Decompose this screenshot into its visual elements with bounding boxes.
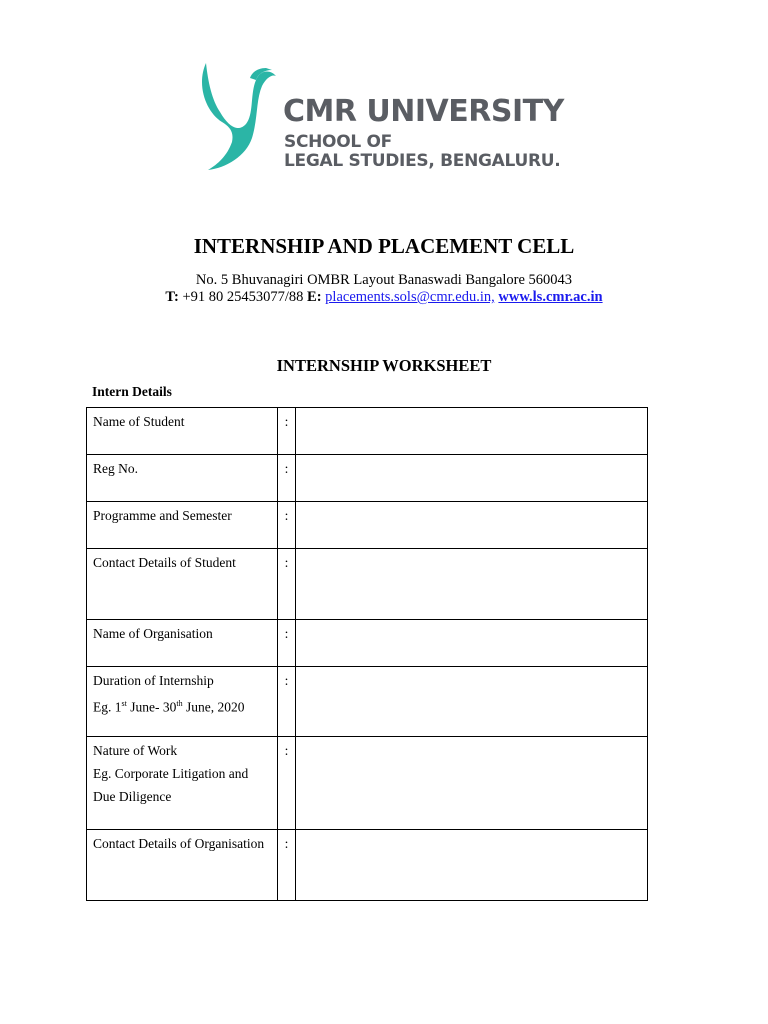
- row-label: Name of Student: [87, 408, 278, 455]
- reg-no-field[interactable]: [296, 455, 648, 502]
- colon: :: [278, 502, 296, 549]
- address: No. 5 Bhuvanagiri OMBR Layout Banaswadi Bangalore 560043: [195, 272, 573, 288]
- table-row: [87, 455, 648, 502]
- contact-details-student-field[interactable]: [296, 549, 648, 620]
- website-link[interactable]: www.ls.cmr.ac.in: [498, 289, 603, 305]
- swan-logo-icon: [200, 60, 280, 175]
- organisation-name-field[interactable]: [296, 620, 648, 667]
- colon: :: [278, 455, 296, 502]
- contact-details-organisation-field[interactable]: [296, 830, 648, 901]
- colon: :: [278, 830, 296, 901]
- table-row: [87, 737, 648, 830]
- phone-label: T:: [165, 289, 179, 305]
- row-label-cell: [87, 737, 278, 830]
- school-name-line1: SCHOOL OF: [284, 132, 392, 152]
- nature-of-work-field[interactable]: [296, 737, 648, 830]
- email-link[interactable]: placements.sols@cmr.edu.in,: [325, 289, 495, 305]
- colon: :: [278, 408, 296, 455]
- phone-number: +91 80 25453077/88: [182, 289, 304, 305]
- row-label: Nature of Work: [93, 743, 178, 758]
- table-row: [87, 667, 648, 737]
- contact-line: [0, 289, 768, 306]
- programme-semester-field[interactable]: [296, 502, 648, 549]
- colon: :: [278, 549, 296, 620]
- row-example-cont: Due Diligence: [93, 789, 172, 804]
- colon: :: [278, 737, 296, 830]
- worksheet-title: INTERNSHIP WORKSHEET: [276, 356, 492, 375]
- row-label: Name of Organisation: [87, 620, 278, 667]
- colon: :: [278, 620, 296, 667]
- page-title: INTERNSHIP AND PLACEMENT CELL: [193, 234, 575, 258]
- table-row: [87, 502, 648, 549]
- university-logo: [200, 60, 570, 175]
- row-label: Programme and Semester: [87, 502, 278, 549]
- row-example: Eg. 1st June- 30th June, 2020: [93, 699, 245, 715]
- row-label: Reg No.: [87, 455, 278, 502]
- row-label-cell: [87, 667, 278, 737]
- table-row: [87, 620, 648, 667]
- table-row: [87, 549, 648, 620]
- duration-field[interactable]: [296, 667, 648, 737]
- university-name: CMR UNIVERSITY: [283, 94, 564, 129]
- colon: :: [278, 667, 296, 737]
- row-label: Contact Details of Organisation: [87, 830, 278, 901]
- row-label: Duration of Internship: [93, 673, 214, 688]
- table-row: [87, 408, 648, 455]
- section-heading: Intern Details: [92, 384, 172, 399]
- school-name-line2: LEGAL STUDIES, BENGALURU.: [284, 151, 561, 171]
- row-label: Contact Details of Student: [87, 549, 278, 620]
- email-label: E:: [307, 289, 322, 305]
- table-row: [87, 830, 648, 901]
- intern-details-table: [86, 407, 648, 901]
- row-example: Eg. Corporate Litigation and: [93, 766, 249, 781]
- name-of-student-field[interactable]: [296, 408, 648, 455]
